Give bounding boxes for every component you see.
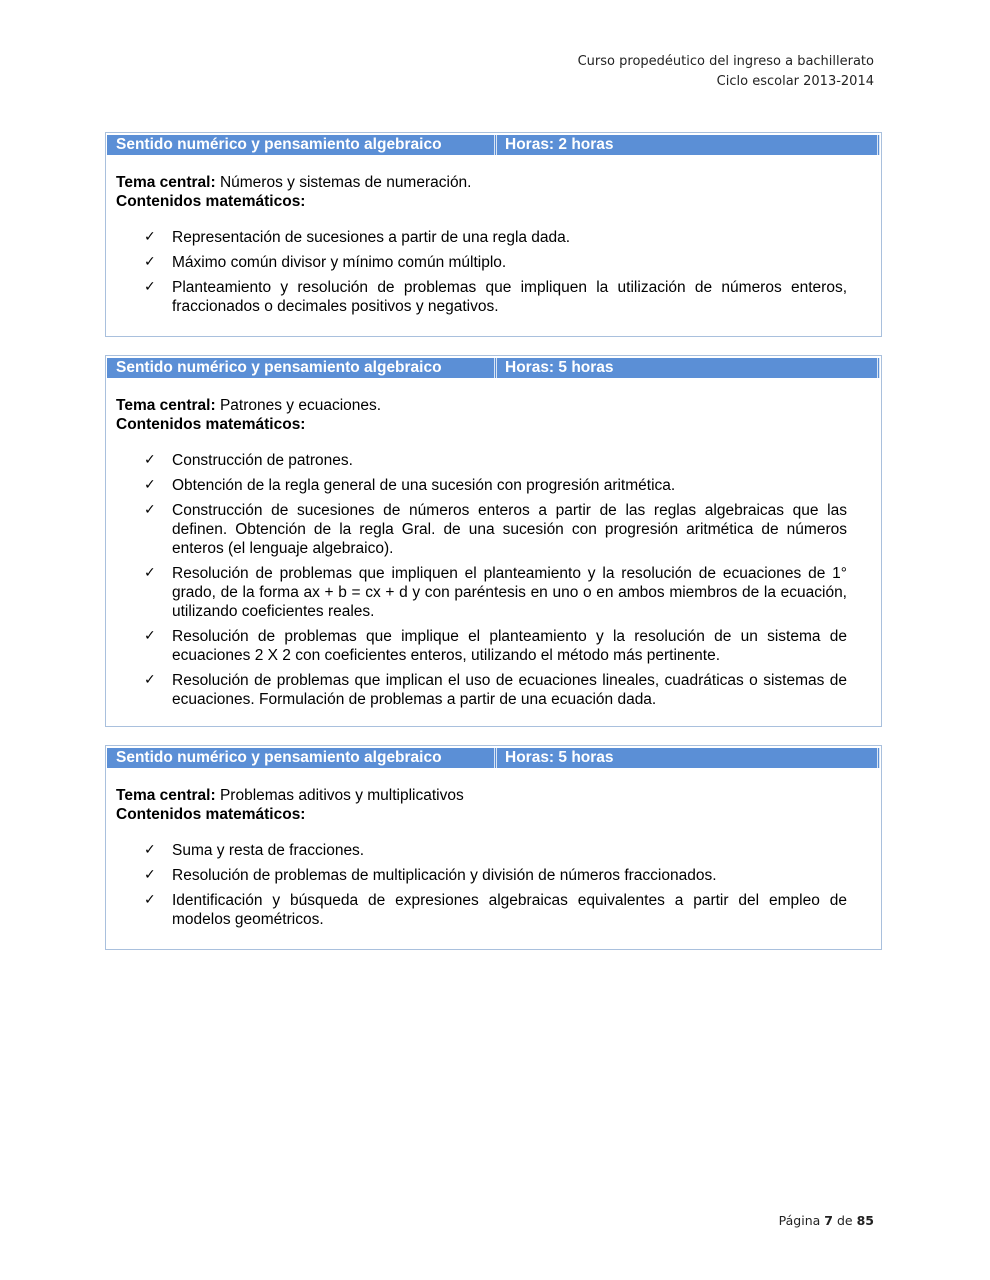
list-item: ✓ Construcción de sucesiones de números enteros a partir de las reglas algebraicas que las definen. Obtención de la regla Gral. de una sucesión con progresión aritmética de números enteros (el lenguaje algebraico).	[144, 502, 847, 557]
school-year: Ciclo escolar 2013-2014	[716, 74, 874, 89]
check-icon: ✓	[144, 254, 156, 270]
axis-label: Sentido numérico y pensamiento algebraico	[107, 748, 497, 768]
tema-value: Problemas aditivos y multiplicativos	[215, 787, 464, 804]
list-item: ✓ Representación de sucesiones a partir de una regla dada.	[144, 229, 571, 246]
page-footer	[779, 1213, 874, 1228]
list-item: ✓ Resolución de problemas de multiplicación y división de números fraccionados.	[144, 867, 717, 884]
list-item: ✓ Resolución de problemas que impliquen el planteamiento y la resolución de ecuaciones de 1° grado, de la forma ax + b = cx + d y con paréntesis en uno o en ambos miembros de la ecuación, utilizando coeficientes reales.	[144, 565, 847, 620]
block-header	[107, 135, 880, 155]
axis-label: Sentido numérico y pensamiento algebraico	[107, 358, 497, 378]
list-item: ✓ Suma y resta de fracciones.	[144, 842, 365, 859]
list-item: ✓ Planteamiento y resolución de problemas que impliquen la utilización de números enteros, fraccionados o decimales positivos y negativos.	[144, 279, 847, 315]
course-title: Curso propedéutico del ingreso a bachillerato	[577, 54, 874, 69]
page-label: Página	[778, 1213, 821, 1228]
check-icon: ✓	[144, 628, 156, 644]
of-label: de	[836, 1213, 853, 1228]
block-body	[106, 378, 881, 709]
list-item: ✓ Resolución de problemas que implique el planteamiento y la resolución de un sistema de ecuaciones 2 X 2 con coeficientes enteros, utilizando el método más pertinente.	[144, 628, 847, 664]
content-block-3	[105, 745, 882, 950]
block-header	[107, 748, 880, 768]
block-header	[107, 358, 880, 378]
check-icon: ✓	[144, 672, 156, 688]
contenidos-list	[116, 451, 847, 709]
list-item: ✓ Máximo común divisor y mínimo común múltiplo.	[144, 254, 507, 271]
list-item: ✓ Identificación y búsqueda de expresiones algebraicas equivalentes a partir del empleo de modelos geométricos.	[144, 892, 847, 928]
check-icon: ✓	[144, 892, 156, 908]
contenidos-label: Contenidos matemáticos:	[116, 193, 306, 210]
tema-label: Tema central:	[116, 787, 216, 804]
list-item: ✓ Construcción de patrones.	[144, 452, 353, 469]
check-icon: ✓	[144, 279, 156, 295]
tema-value: Patrones y ecuaciones.	[215, 397, 382, 414]
page-number: 7	[824, 1213, 833, 1228]
tema-central	[116, 173, 847, 192]
hours-label: Horas: 5 horas	[497, 748, 880, 768]
hours-label: Horas: 2 horas	[497, 135, 880, 155]
contenidos-label: Contenidos matemáticos:	[116, 416, 306, 433]
tema-label: Tema central:	[116, 397, 216, 414]
check-icon: ✓	[144, 867, 156, 883]
content-block-1	[105, 132, 882, 337]
block-body	[106, 155, 881, 316]
check-icon: ✓	[144, 565, 156, 581]
check-icon: ✓	[144, 502, 156, 518]
check-icon: ✓	[144, 477, 156, 493]
block-body	[106, 768, 881, 929]
contenidos-list	[116, 841, 847, 929]
contenidos-list	[116, 228, 847, 316]
content-block-2	[105, 355, 882, 727]
contenidos-label: Contenidos matemáticos:	[116, 806, 306, 823]
list-item: ✓ Obtención de la regla general de una sucesión con progresión aritmética.	[144, 477, 676, 494]
axis-label: Sentido numérico y pensamiento algebraico	[107, 135, 497, 155]
total-pages: 85	[856, 1213, 874, 1228]
check-icon: ✓	[144, 842, 156, 858]
tema-label: Tema central:	[116, 174, 216, 191]
page-header	[578, 52, 874, 92]
tema-value: Números y sistemas de numeración.	[215, 174, 472, 191]
hours-label: Horas: 5 horas	[497, 358, 880, 378]
tema-central	[116, 786, 847, 805]
list-item: ✓ Resolución de problemas que implican el uso de ecuaciones lineales, cuadráticas o sistemas de ecuaciones. Formulación de problemas a partir de una ecuación dada.	[144, 672, 847, 708]
check-icon: ✓	[144, 229, 156, 245]
tema-central	[116, 396, 847, 415]
check-icon: ✓	[144, 452, 156, 468]
